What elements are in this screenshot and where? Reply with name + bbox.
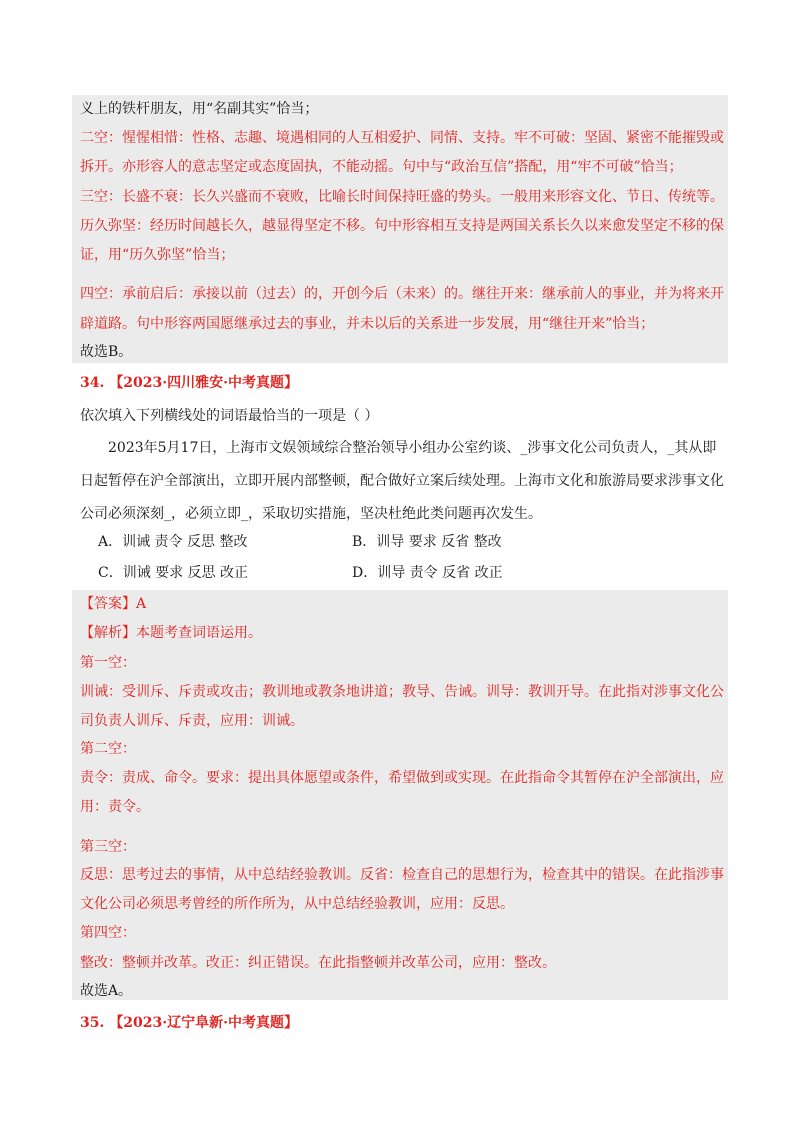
analysis-head: 【解析】本题考查词语运用。 (80, 625, 262, 641)
analysis-line: 用：责令。 (80, 799, 150, 815)
analysis-line: 司负责人训斥、斥责，应用：训诫。 (80, 713, 304, 729)
analysis-top-line: 三空：长盛不衰：长久兴盛而不衰败，比喻长时间保持旺盛的势头。一般用来形容文化、节日、传统等。 (80, 189, 724, 205)
option-c: C．训诫 要求 反思 改正 (98, 565, 249, 581)
analysis-top-line: 辟道路。句中形容两国愿继承过去的事业，并未以后的关系进一步发展，用“继往开来”恰当； (80, 316, 655, 332)
analysis-line: 整改：整顿并改革。改正：纠正错误。在此指整顿并改革公司，应用：整改。 (80, 955, 556, 971)
analysis-top-line: 证，用“历久弥坚”恰当； (80, 247, 235, 263)
question-34-passage-line: 2023年5月17日，上海市文娱领域综合整治领导小组办公室约谈、_涉事文化公司负责人，_其从即 (108, 440, 717, 456)
option-d: D．训导 责令 反省 改正 (352, 565, 503, 581)
analysis-line: 第四空： (80, 925, 136, 941)
question-35-header: 35. 【2023·辽宁阜新·中考真题】 (80, 1015, 298, 1031)
analysis-top-line: 二空：惺惺相惜：性格、志趣、境遇相同的人互相爱护、同情、支持。牢不可破：坚固、紧密不能摧毁或 (80, 130, 724, 146)
question-34-prompt: 依次填入下列横线处的词语最恰当的一项是（ ） (80, 408, 379, 424)
question-34-header: 34. 【2023·四川雅安·中考真题】 (80, 375, 298, 391)
analysis-top-line: 历久弥坚：经历时间越长久，越显得坚定不移。句中形容相互支持是两国关系长久以来愈发坚定不移的保 (80, 218, 724, 234)
analysis-top-line: 义上的铁杆朋友，用“名副其实”恰当； (80, 101, 319, 117)
analysis-line: 反思：思考过去的事情，从中总结经验教训。反省：检查自己的思想行为，检查其中的错误。在此指涉事 (80, 867, 724, 883)
analysis-line: 第二空： (80, 741, 136, 757)
analysis-top-line: 拆开。亦形容人的意志坚定或态度固执，不能动摇。句中与“政治互信”搭配，用“牢不可破”恰当； (80, 159, 683, 175)
analysis-conclusion: 故选A。 (80, 983, 133, 999)
analysis-line: 责令：责成、命令。要求：提出具体愿望或条件，希望做到或实现。在此指命令其暂停在沪全部演出，应 (80, 770, 724, 786)
analysis-line: 训诫：受训斥、斥责或攻击；教训地或教条地讲道；教导、告诫。训导：教训开导。在此指对涉事文化公 (80, 684, 724, 700)
question-34-passage-line: 日起暂停在沪全部演出，立即开展内部整顿，配合做好立案后续处理。上海市文化和旅游局要求涉事文化 (80, 473, 724, 489)
analysis-line: 文化公司必须思考曾经的所作所为，从中总结经验教训，应用：反思。 (80, 896, 514, 912)
answer-line: 【答案】A (80, 596, 147, 612)
option-a: A．训诫 责令 反思 整改 (98, 534, 248, 550)
option-b: B．训导 要求 反省 整改 (352, 534, 502, 550)
analysis-top-conclusion: 故选B。 (80, 344, 133, 360)
analysis-top-line: 四空：承前启后：承接以前（过去）的，开创今后（未来）的。继往开来：继承前人的事业，并为将来开 (80, 286, 724, 302)
question-34-passage-line: 公司必须深刻_，必须立即_，采取切实措施，坚决杜绝此类问题再次发生。 (80, 506, 542, 522)
analysis-line: 第三空： (80, 839, 136, 855)
analysis-line: 第一空： (80, 655, 136, 671)
